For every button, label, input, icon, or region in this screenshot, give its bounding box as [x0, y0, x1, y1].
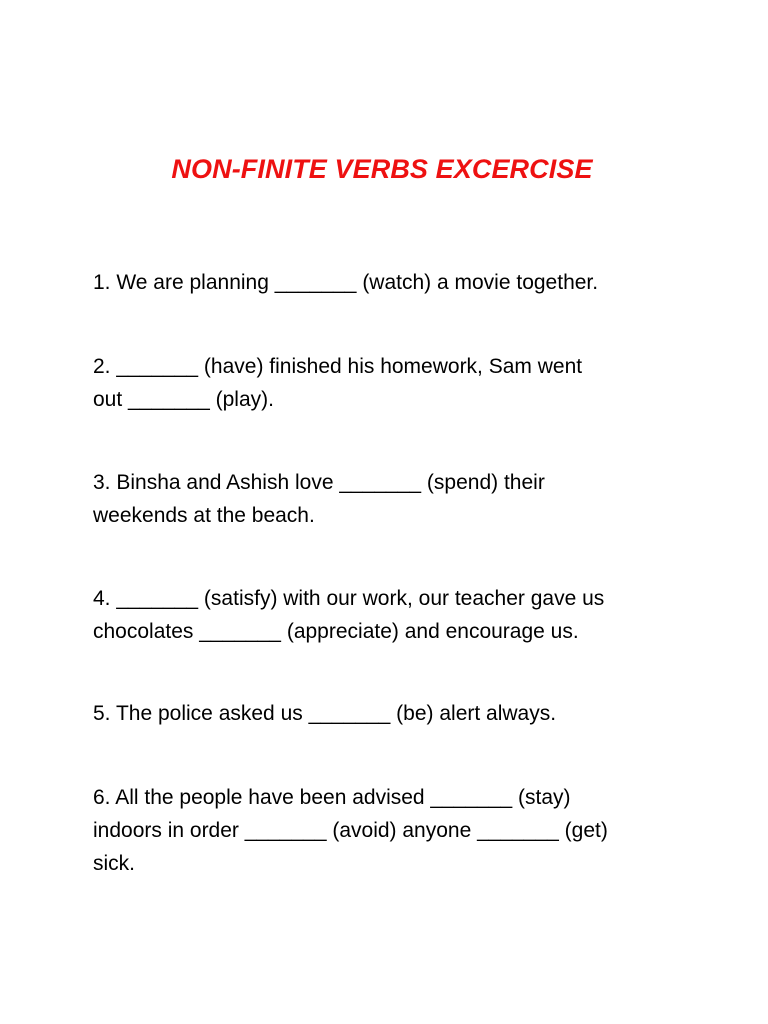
question-1	[93, 266, 598, 299]
worksheet-title: NON-FINITE VERBS EXCERCISE	[171, 154, 593, 185]
question-4-line-2: chocolates _______ (appreciate) and encourage us.	[93, 620, 579, 643]
question-2	[93, 350, 582, 416]
question-4	[93, 582, 604, 648]
question-4-line-1: 4. _______ (satisfy) with our work, our teacher gave us	[93, 587, 605, 610]
question-3	[93, 466, 545, 532]
question-5-line-1: 5. The police asked us _______ (be) alert always.	[93, 702, 557, 725]
question-2-line-1: 2. _______ (have) finished his homework, Sam went	[93, 355, 583, 378]
question-3-line-1: 3. Binsha and Ashish love _______ (spend) their	[93, 471, 545, 494]
question-6-line-2: indoors in order _______ (avoid) anyone _______ (get)	[93, 819, 608, 842]
question-5	[93, 697, 556, 730]
question-1-line-1: 1. We are planning _______ (watch) a movie together.	[93, 271, 599, 294]
question-6-line-1: 6. All the people have been advised _______ (stay)	[93, 786, 571, 809]
question-6-line-3: sick.	[93, 852, 135, 875]
question-6	[93, 781, 608, 880]
question-3-line-2: weekends at the beach.	[93, 504, 315, 527]
question-2-line-2: out _______ (play).	[93, 388, 274, 411]
